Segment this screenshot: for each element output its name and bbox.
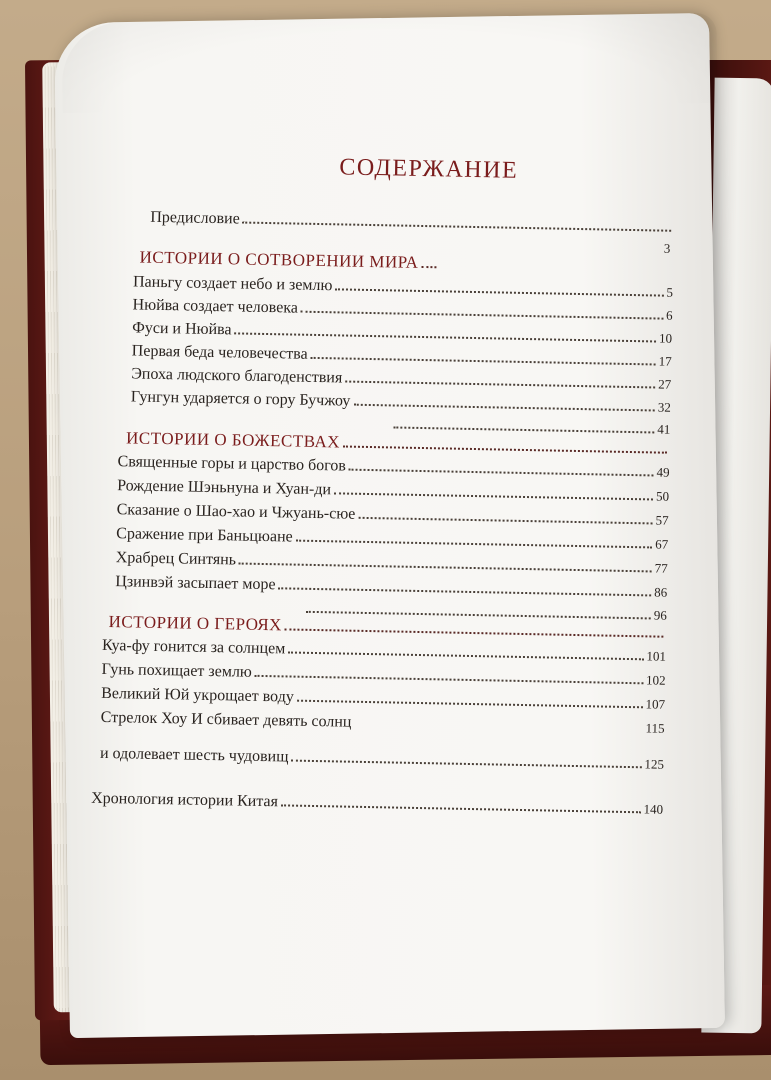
toc-entry-label: Первая беда человечества <box>131 342 308 363</box>
leader-dots <box>393 426 654 433</box>
toc-entry-label: Стрелок Хоу И сбивает девять солнц <box>100 708 352 731</box>
leader-dots <box>291 760 641 769</box>
leader-dots <box>297 700 643 709</box>
toc-entry-label: Предисловие <box>150 208 240 228</box>
toc-entry-page: 77 <box>654 560 668 576</box>
toc-entry-page: 6 <box>665 307 673 323</box>
leader-dots <box>343 445 667 453</box>
toc-entry-page: 5 <box>666 284 674 300</box>
toc-entry-label: Гунгун ударяется о гору Бучжоу <box>130 388 351 410</box>
toc-entry-page: 10 <box>658 330 673 346</box>
leader-dots <box>278 587 651 596</box>
toc-entry-page: 102 <box>645 672 666 688</box>
toc-entry-page: 41 <box>657 421 671 437</box>
toc-entry-label: Священные горы и царство богов <box>117 453 347 475</box>
toc-entry-label: Великий Юй укрощает воду <box>101 684 294 706</box>
toc-entry-label: Куа-фу гонится за солнцем <box>101 636 286 658</box>
toc-entry-label: Сказание о Шао-хао и Чжуань-сюе <box>116 501 356 523</box>
section-title: ИСТОРИИ О ГЕРОЯХ <box>108 612 283 635</box>
toc-entry-page: 27 <box>658 376 672 392</box>
leader-dots <box>345 381 655 389</box>
toc-entry-page: 125 <box>644 756 665 772</box>
leader-dots <box>353 404 654 412</box>
section-title: ИСТОРИИ О БОЖЕСТВАХ <box>125 428 341 452</box>
toc-entry-label: Цзинвэй засыпает море <box>115 573 276 594</box>
leader-dots <box>421 266 436 268</box>
leader-dots <box>335 288 663 296</box>
toc-entry-label: Гунь похищает землю <box>101 660 253 681</box>
leader-dots <box>349 469 654 477</box>
toc-entry-page: 96 <box>653 607 667 623</box>
toc-entry-page: 32 <box>657 399 671 415</box>
toc-title: СОДЕРЖАНИЕ <box>339 154 519 184</box>
leader-dots <box>255 675 643 684</box>
toc-entry-label: Паньгу создает небо и землю <box>132 273 333 295</box>
leader-dots <box>288 651 643 660</box>
toc-entry-label: Нюйва создает человека <box>132 296 299 317</box>
leader-dots <box>296 540 652 549</box>
toc-entry-page: 107 <box>645 696 666 712</box>
toc-entry-page: 67 <box>655 536 669 552</box>
toc-entry-label: Сражение при Баньцюане <box>116 525 293 546</box>
toc-entry-page: 86 <box>654 584 668 600</box>
toc-entry-page: 57 <box>655 512 669 528</box>
toc-entry-page: 115 <box>645 720 665 736</box>
leader-dots <box>358 517 652 525</box>
toc-entry-page: 3 <box>663 240 671 256</box>
leader-dots <box>354 725 642 733</box>
toc-entry-page: 101 <box>646 648 667 664</box>
toc-entry-label: Эпоха людского благоденствия <box>131 365 343 387</box>
page-curl-shadow <box>61 13 717 113</box>
leader-dots <box>281 804 641 813</box>
toc-entry-label: Фуси и Нюйва <box>132 319 232 339</box>
toc-entry-label: Рождение Шэньнуна и Хуан-ди <box>117 477 332 499</box>
leader-dots <box>311 357 656 366</box>
section-title: ИСТОРИИ О СОТВОРЕНИИ МИРА <box>139 247 419 272</box>
leader-dots <box>285 628 664 637</box>
toc-entry-label: Хронология истории Китая <box>91 789 279 811</box>
leader-dots <box>334 492 653 500</box>
toc-entry-page: 17 <box>658 353 672 369</box>
toc-entry-page: 49 <box>656 464 670 480</box>
toc-entry-label: и одолевает шесть чудовищ <box>99 744 289 766</box>
toc-entry-label: Храбрец Синтянь <box>115 549 237 569</box>
toc-entry-page: 50 <box>655 488 670 504</box>
leader-dots <box>301 311 663 320</box>
toc-entry-page: 140 <box>643 801 664 817</box>
